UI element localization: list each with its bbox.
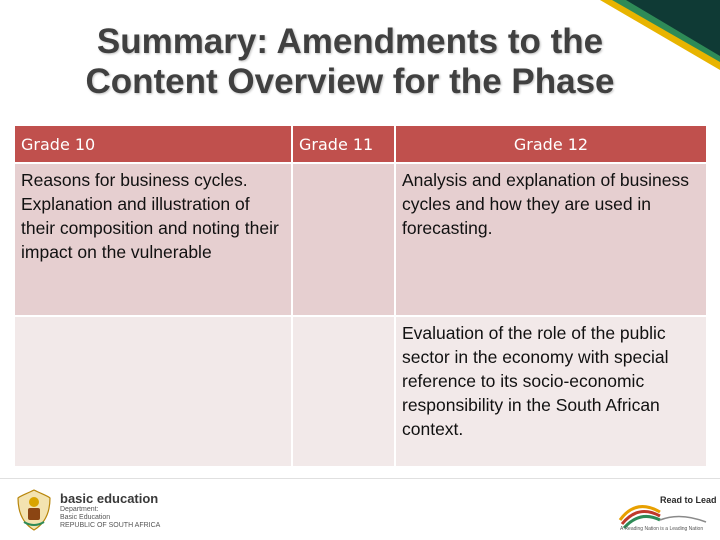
header-grade-10: Grade 10 [14, 125, 292, 163]
cell-grade-12: Analysis and explanation of business cycles and how they are used in forecasting. [395, 163, 707, 316]
table-row [14, 163, 707, 316]
cell-grade-11 [292, 163, 395, 316]
title-line-1: Summary: Amendments to the [96, 22, 604, 61]
cell-grade-10: Reasons for business cycles. Explanation and illustration of their composition and noting their impact on the vulnerable [14, 163, 292, 316]
logo-title: basic education [60, 490, 159, 506]
slide-title [0, 22, 700, 102]
basic-education-logo [14, 488, 160, 532]
cell-grade-11 [292, 316, 395, 467]
logo-title: Read to Lead [660, 495, 717, 505]
header-grade-11: Grade 11 [292, 125, 395, 163]
logo-line-3: REPUBLIC OF SOUTH AFRICA [60, 521, 161, 529]
header-grade-12: Grade 12 [395, 125, 707, 163]
logo-tagline: A Reading Nation is a Leading Nation [620, 526, 704, 532]
coat-of-arms-icon [14, 488, 54, 532]
logo-line-2: Basic Education [60, 513, 111, 521]
read-to-lead-logo [614, 490, 717, 534]
table-row [14, 316, 707, 467]
logo-line-1: Department: [60, 505, 99, 513]
cell-grade-10 [14, 316, 292, 467]
footer-divider [0, 478, 720, 479]
summary-table [13, 124, 708, 468]
title-line-2: Content Overview for the Phase [85, 62, 615, 101]
cell-grade-12: Evaluation of the role of the public sector in the economy with special reference to its socio-economic responsibility in the South African context. [395, 316, 707, 467]
table-header-row [14, 125, 707, 163]
